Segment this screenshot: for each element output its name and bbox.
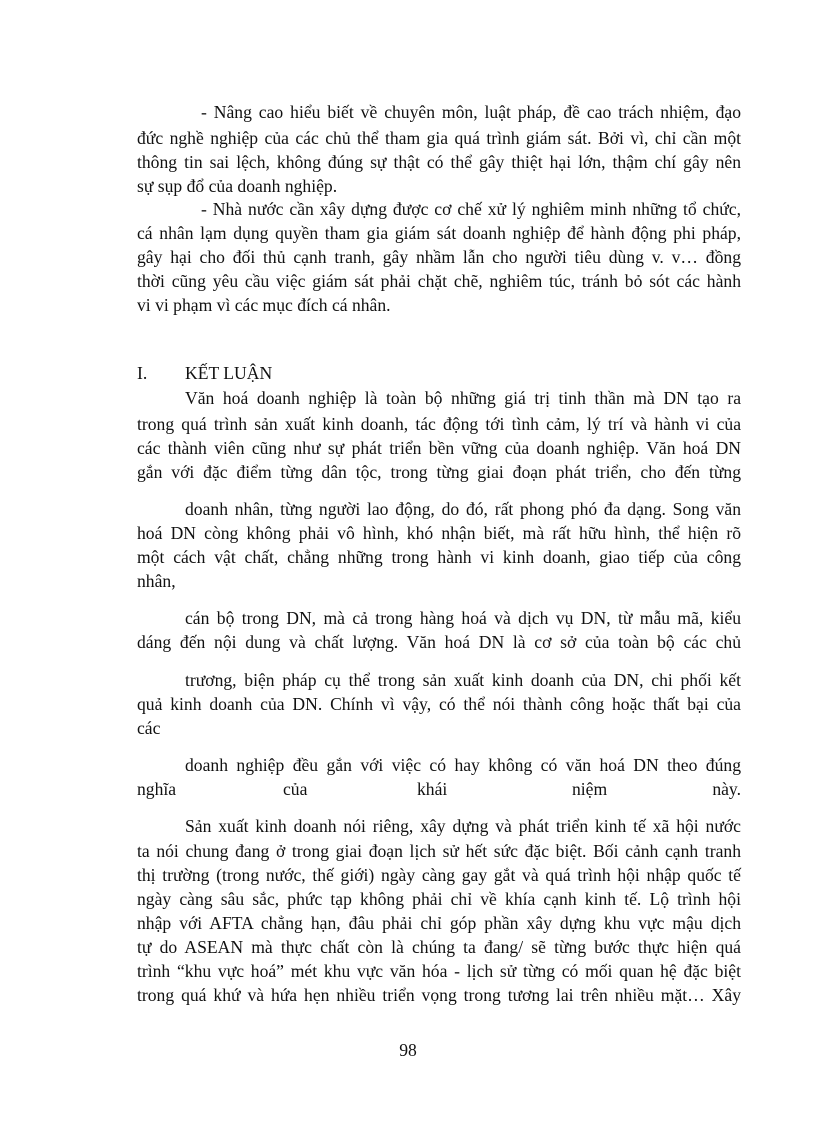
paragraph-line: trong quá trình sản xuất kinh doanh, tác động tới tình cảm, lý trí và hành vi của	[137, 414, 741, 434]
paragraph-line: trương, biện pháp cụ thể trong sản xuất kinh doanh của DN, chi phối kết	[185, 670, 741, 690]
paragraph-line: cán bộ trong DN, mà cả trong hàng hoá và dịch vụ DN, từ mẫu mã, kiểu	[185, 608, 741, 628]
paragraph-line: dáng đến nội dung và chất lượng. Văn hoá DN là cơ sở của toàn bộ các chủ	[137, 632, 741, 652]
section-title: KẾT LUẬN	[185, 363, 273, 383]
paragraph-line: nhân,	[137, 571, 176, 591]
paragraph-line: quả kinh doanh của DN. Chính vì vậy, có thể nói thành công hoặc thất bại của	[137, 694, 741, 714]
paragraph-line: thời cũng yêu cầu việc giám sát phải chặt chẽ, nghiêm túc, tránh bỏ sót các hành	[137, 271, 741, 291]
paragraph-line: Văn hoá doanh nghiệp là toàn bộ những giá trị tinh thần mà DN tạo ra	[185, 388, 741, 408]
paragraph-line: nhập với AFTA chẳng hạn, đâu phải chỉ góp phần xây dựng khu vực mậu dịch	[137, 913, 741, 933]
paragraph-line: sự sụp đổ của doanh nghiệp.	[137, 176, 338, 196]
paragraph-line: Sản xuất kinh doanh nói riêng, xây dựng và phát triển kinh tế xã hội nước	[185, 816, 741, 836]
paragraph-line: gây hại cho đối thủ cạnh tranh, gây nhầm lẫn cho người tiêu dùng v. v… đồng	[137, 247, 741, 267]
word: của	[283, 779, 308, 799]
paragraph-line: các	[137, 718, 161, 738]
paragraph-line: cá nhân lạm dụng quyền tham gia giám sát doanh nghiệp để hành động phi pháp,	[137, 223, 741, 243]
paragraph-line: ngày càng sâu sắc, phức tạp không phải chỉ về khía cạnh kinh tế. Lộ trình hội	[137, 889, 741, 909]
paragraph-line: thông tin sai lệch, không đúng sự thật có thể gây thiệt hại lớn, thậm chí gây nên	[137, 152, 741, 172]
paragraph-line: hoá DN còng không phải vô hình, khó nhận biết, mà rất hữu hình, thể hiện rõ	[137, 523, 741, 543]
paragraph-line: - Nâng cao hiểu biết về chuyên môn, luật pháp, đề cao trách nhiệm, đạo	[201, 102, 741, 122]
word: nghĩa	[137, 779, 177, 799]
section-number: I.	[137, 363, 148, 383]
paragraph-line: vi vi phạm vì các mục đích cá nhân.	[137, 295, 391, 315]
paragraph-line: đức nghề nghiệp của các chủ thể tham gia quá trình giám sát. Bởi vì, chỉ cần một	[137, 128, 741, 148]
paragraph-line: trình “khu vực hoá” mét khu vực văn hóa - lịch sử từng có mối quan hệ đặc biệt	[137, 961, 741, 981]
paragraph-line: ta nói chung đang ở trong giai đoạn lịch sử hết sức đặc biệt. Bối cảnh cạnh tranh	[137, 841, 741, 861]
paragraph-line: gắn với đặc điểm từng dân tộc, trong từng giai đoạn phát triển, cho đến từng	[137, 462, 741, 482]
paragraph-line: - Nhà nước cần xây dựng được cơ chế xử lý nghiêm minh những tổ chức,	[201, 199, 741, 219]
paragraph-line: thị trường (trong nước, thế giới) ngày càng gay gắt và quá trình hội nhập quốc tế	[137, 865, 741, 885]
paragraph-line: trong quá khứ và hứa hẹn nhiều triển vọng trong tương lai trên nhiều mặt… Xây	[137, 985, 741, 1005]
paragraph-line: một cách vật chất, chẳng những trong hành vi kinh doanh, giao tiếp của công	[137, 547, 741, 567]
paragraph-line: doanh nghiệp đều gắn với việc có hay không có văn hoá DN theo đúng	[185, 755, 741, 775]
word: niệm	[572, 779, 608, 799]
word: này.	[712, 779, 741, 799]
page-number: 98	[399, 1040, 417, 1060]
paragraph-line: tự do ASEAN mà thực chất còn là chúng ta đang/ sẽ từng bước thực hiện quá	[137, 937, 741, 957]
word: khái	[417, 779, 448, 799]
paragraph-line: doanh nhân, từng người lao động, do đó, rất phong phó đa dạng. Song văn	[185, 499, 741, 519]
paragraph-line: các thành viên cũng như sự phát triển bền vững của doanh nghiệp. Văn hoá DN	[137, 438, 741, 458]
